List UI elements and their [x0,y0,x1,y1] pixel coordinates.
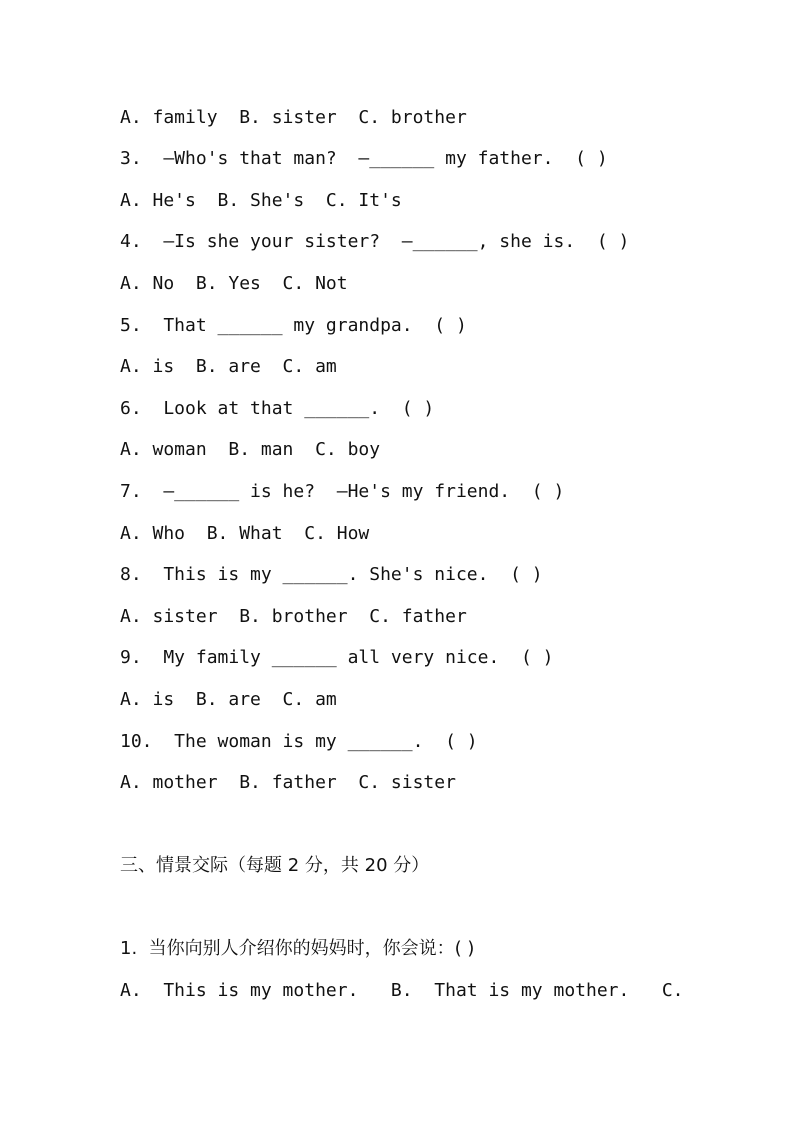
question-10: 10. The woman is my ______. ( ) [120,731,478,752]
options-q10: A. mother B. father C. sister [120,772,456,793]
question-7: 7. —______ is he? —He's my friend. ( ) [120,481,565,502]
options-q7: A. Who B. What C. How [120,523,370,544]
section-heading: 三、情景交际（每题 2 分，共 20 分） [120,855,430,876]
question-3: 3. —Who's that man? —______ my father. ( ) [120,148,608,169]
question-9: 9. My family ______ all very nice. ( ) [120,647,554,668]
question-8: 8. This is my ______. She's nice. ( ) [120,564,543,585]
question-6: 6. Look at that ______. ( ) [120,398,435,419]
options-q9: A. is B. are C. am [120,689,337,710]
options-q4: A. No B. Yes C. Not [120,273,348,294]
scenario-question-1: 1. 当你向别人介绍你的妈妈时，你会说：( ) [120,938,475,959]
options-q3: A. He's B. She's C. It's [120,190,402,211]
options-q6: A. woman B. man C. boy [120,439,381,460]
options-q8: A. sister B. brother C. father [120,606,467,627]
options-q2: A. family B. sister C. brother [120,107,467,128]
question-4: 4. —Is she your sister? —______, she is. ( ) [120,231,630,252]
question-5: 5. That ______ my grandpa. ( ) [120,315,467,336]
scenario-options-1: A. This is my mother. B. That is my mother. C. [120,980,684,1001]
options-q5: A. is B. are C. am [120,356,337,377]
